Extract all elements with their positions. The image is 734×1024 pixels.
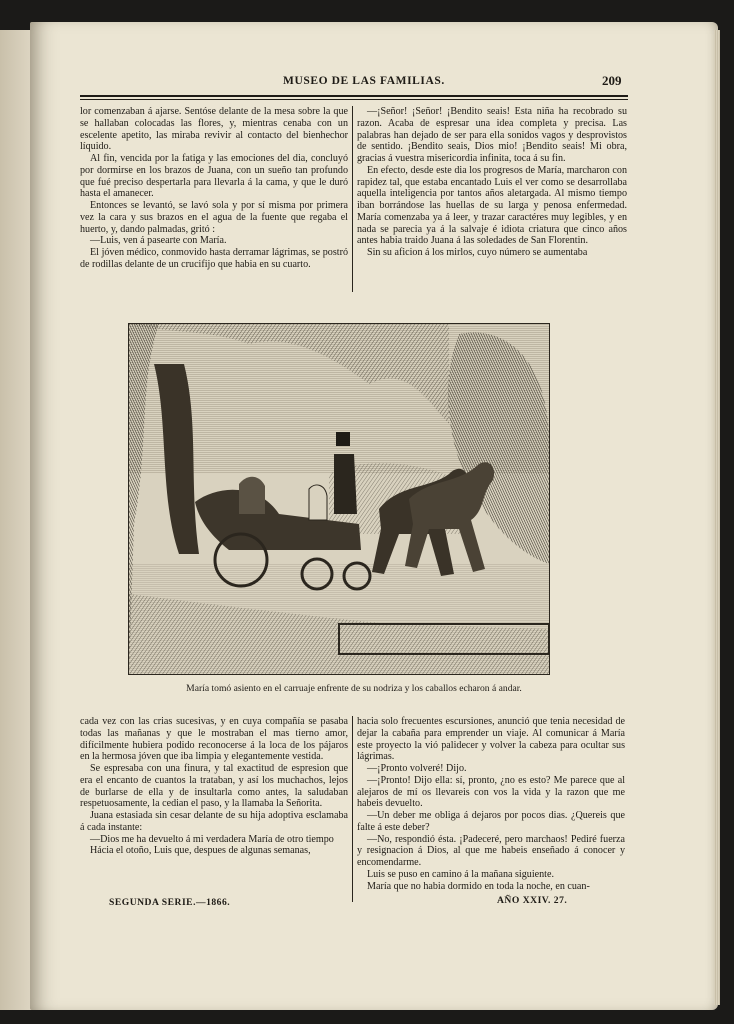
bottom-right-column [357, 716, 625, 904]
paragraph: hacia solo frecuentes escursiones, anunció que tenia necesidad de dejar la cabaña para emprender un viaje. Al comunicar á María este proyecto la vió palidecer y volver la cabeza para ocultar sus lágrimas. [357, 716, 625, 763]
paragraph: Se espresaba con una finura, y tal exactitud de espresion que era el encanto de cuantos la trataban, y así los muchachos, lejos de burlarse de ella y de insultarla como antes, la saludaban respetuosamente, la cedian el paso, y la llamaba la Señorita. [80, 763, 348, 810]
paragraph: Juana estasiada sin cesar delante de su hija adoptiva esclamaba á cada instante: [80, 810, 348, 833]
paragraph: Entonces se levantó, se lavó sola y por sí misma por primera vez la cara y sus brazos en el agua de la fuente que regaba el huerto, y, dando palmadas, gritó : [80, 200, 348, 235]
page-stack-edge [714, 30, 720, 1005]
paragraph: lor comenzaban á ajarse. Sentóse delante de la mesa sobre la que se hallaban colocadas las flores, y, mientras cenaba con un escelente apetito, las miraba revivir al contacto del bienhechor líquido. [80, 106, 348, 153]
paragraph: —¡Pronto volveré! Dijo. [367, 763, 467, 774]
paragraph: —No, respondió ésta. ¡Padeceré, pero marchaos! Pediré fuerza y resignacion á Dios, al que me habeis enseñado á conocer y encomendarme. [357, 833, 625, 868]
top-hat [336, 432, 350, 446]
paragraph: Luis se puso en camino á la mañana siguiente. [367, 868, 554, 880]
running-header: MUSEO DE LAS FAMILIAS. [283, 75, 445, 87]
paragraph: —¡Pronto! Dijo ella: sí, pronto, ¿no es esto? Me parece que al alejaros de mí os llevareis con vos la vida y la razon que me habeis devuelto. [357, 774, 625, 810]
top-right-column [357, 106, 627, 296]
paragraph: El jóven médico, conmovido hasta derramar lágrimas, se postró de rodillas delante de un crucifijo que habia en su cuarto. [80, 247, 348, 270]
paragraph: Sin su aficion á los mirlos, cuyo número se aumentaba [367, 247, 588, 258]
coachman [334, 454, 357, 514]
paragraph: En efecto, desde este dia los progresos de María, marcharon con rapidez tal, que estaba encantado Luis el ver como se desarrollaba aquella inteligencia por tantos años aletargada. Al mismo tiempo iban borrándose las huellas de su larga y penosa enfermedad. María comenzaba ya á leer, y trazar caractéres muy legibles, y en nada se parecia ya á la salvaje é idiota criatura que cinco años antes habia traido Juana á las soledades de San Florentin. [357, 164, 627, 247]
paragraph: Hácia el otoño, Luis que, despues de algunas semanas, [90, 845, 311, 857]
footer-year-issue: AÑO XXIV. 27. [497, 895, 568, 906]
passenger-girl [309, 485, 327, 520]
paragraph: —Un deber me obliga á dejaros por pocos dias. ¿Quereis que falte á este deber? [357, 810, 625, 833]
paragraph: —¡Señor! ¡Señor! ¡Bendito seais! Esta niña ha recobrado su razon. Acaba de espresar una idea completa y precisa. Las palabras han dejado de ser para ella sonidos vagos y desprovistos de sentido. ¡Bendito seais, Dios mio! ¡Bendito seais! Mi obra, gracias á vuestra misericordia infinita, toca á su fin. [357, 106, 627, 164]
footer-series: SEGUNDA SERIE.—1866. [109, 897, 231, 908]
illustration-caption: María tomó asiento en el carruaje enfrente de su nodriza y los caballos echaron á andar. [186, 683, 522, 694]
paragraph: —Dios me ha devuelto á mi verdadera María de otro tiempo [90, 833, 334, 845]
column-divider [352, 106, 353, 292]
column-divider [352, 716, 353, 902]
paragraph: María que no habia dormido en toda la noche, en cuan- [367, 880, 590, 892]
top-left-column [80, 106, 348, 294]
header-rule [80, 95, 628, 97]
bottom-left-column [80, 716, 348, 896]
paragraph: —Luis, ven á pasearte con María. [90, 235, 227, 247]
engraving-illustration [128, 323, 550, 675]
passenger-women [239, 477, 265, 514]
header-rule-thin [80, 99, 628, 100]
paragraph: cada vez con las crias sucesivas, y en cuya compañía se pasaba todas las mañanas y que le mostraban el mas tierno amor, difícilmente hubiera podido reconocerse á la loca de los pájaros en la hermosa jóven que iba limpia y elegantemente vestida. [80, 716, 348, 763]
page-number: 209 [602, 73, 622, 88]
paragraph: Al fin, vencida por la fatiga y las emociones del dia, concluyó por dormirse en los brazos de Juana, con un sueño tan profundo que fué preciso despertarla para llevarla á la cama, y que le duró hasta el amanecer. [80, 153, 348, 200]
